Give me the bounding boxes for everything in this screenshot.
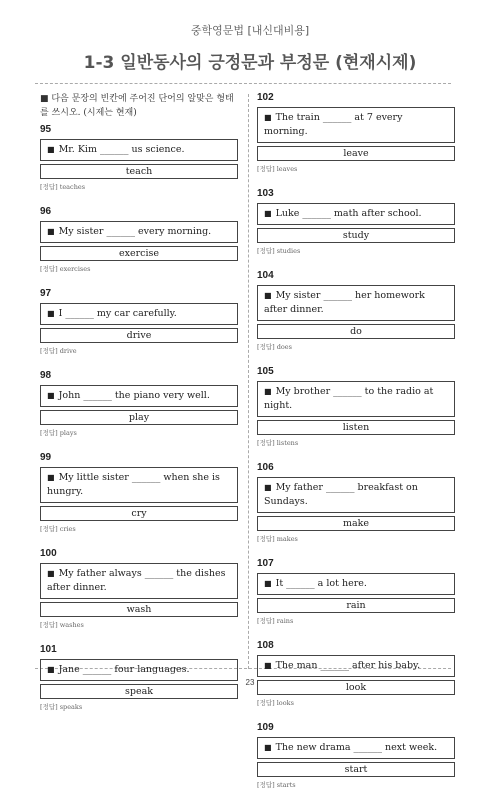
exercise-item: [257, 366, 455, 447]
exercise-number: 96: [40, 206, 52, 217]
answer-value: drive: [59, 347, 77, 355]
answer-key: [40, 620, 238, 629]
exercise-number: 95: [40, 124, 52, 135]
answer-label: [정답]: [257, 343, 275, 351]
square-bullet-icon: ■: [264, 483, 272, 492]
answer-value: teaches: [59, 183, 86, 191]
exercise-number: 108: [257, 640, 274, 651]
exercise-number: 99: [40, 452, 52, 463]
answer-label: [정답]: [40, 429, 58, 437]
answer-label: [정답]: [257, 247, 275, 255]
exercise-item: [257, 188, 455, 255]
question-sentence: The train ______ at 7 every morning.: [264, 112, 403, 137]
answer-value: does: [276, 343, 292, 351]
answer-label: [정답]: [257, 699, 275, 707]
question-box: [257, 573, 455, 595]
question-sentence: The new drama ______ next week.: [275, 742, 438, 753]
exercise-item: [40, 124, 238, 191]
question-sentence: My sister ______ her homework after dinner.: [264, 290, 425, 315]
answer-key: [40, 524, 238, 533]
given-word-box[interactable]: rain: [257, 598, 455, 613]
answer-label: [정답]: [257, 439, 275, 447]
given-word-box[interactable]: make: [257, 516, 455, 531]
answer-value: looks: [276, 699, 294, 707]
given-word-box[interactable]: wash: [40, 602, 238, 617]
exercise-item: [40, 548, 238, 629]
question-sentence: My brother ______ to the radio at night.: [264, 386, 434, 411]
question-box: [257, 477, 455, 513]
given-word-box[interactable]: listen: [257, 420, 455, 435]
square-bullet-icon: ■: [264, 387, 272, 396]
answer-key: [40, 182, 238, 191]
answer-value: exercises: [59, 265, 91, 273]
exercise-item: [257, 722, 455, 789]
answer-value: rains: [276, 617, 294, 625]
question-box: [257, 655, 455, 677]
given-word-box[interactable]: play: [40, 410, 238, 425]
answer-label: [정답]: [40, 265, 58, 273]
exercise-number: 100: [40, 548, 57, 559]
column-divider: [248, 94, 249, 669]
answer-key: [257, 164, 455, 173]
question-sentence: I ______ my car carefully.: [58, 308, 177, 319]
answer-label: [정답]: [257, 617, 275, 625]
answer-label: [정답]: [40, 621, 58, 629]
square-bullet-icon: ■: [47, 473, 55, 482]
question-sentence: My little sister ______ when she is hungry.: [47, 472, 220, 497]
exercise-number: 107: [257, 558, 274, 569]
given-word-box[interactable]: start: [257, 762, 455, 777]
question-sentence: John ______ the piano very well.: [58, 390, 210, 401]
exercise-number: 106: [257, 462, 274, 473]
top-rule: [35, 83, 451, 84]
given-word-box[interactable]: drive: [40, 328, 238, 343]
square-bullet-icon: ■: [47, 145, 55, 154]
given-word-box[interactable]: cry: [40, 506, 238, 521]
answer-value: plays: [59, 429, 77, 437]
exercise-item: [257, 92, 455, 173]
answer-value: studies: [276, 247, 301, 255]
question-box: [257, 285, 455, 321]
exercise-number: 105: [257, 366, 274, 377]
answer-label: [정답]: [40, 347, 58, 355]
square-bullet-icon: ■: [264, 113, 272, 122]
answer-value: speaks: [59, 703, 83, 711]
answer-label: [정답]: [257, 535, 275, 543]
question-sentence: Jane ______ four languages.: [58, 664, 190, 675]
square-bullet-icon: ■: [264, 209, 272, 218]
exercise-number: 98: [40, 370, 52, 381]
answer-value: makes: [276, 535, 298, 543]
square-bullet-icon: ■: [47, 309, 55, 318]
square-bullet-icon: ■: [264, 291, 272, 300]
answer-label: [정답]: [257, 165, 275, 173]
page-number: 23: [245, 678, 255, 687]
question-box: [40, 467, 238, 503]
square-bullet-icon: ■: [264, 743, 272, 752]
question-box: [257, 737, 455, 759]
answer-key: [257, 534, 455, 543]
answer-label: [정답]: [40, 525, 58, 533]
answer-value: cries: [59, 525, 76, 533]
question-sentence: It ______ a lot here.: [275, 578, 367, 589]
answer-value: listens: [276, 439, 299, 447]
answer-key: [257, 780, 455, 789]
exercise-number: 104: [257, 270, 274, 281]
given-word-box[interactable]: look: [257, 680, 455, 695]
exercise-item: [40, 452, 238, 533]
exercise-number: 109: [257, 722, 274, 733]
answer-label: [정답]: [257, 781, 275, 789]
workbook-header: 중학영문법 [내신대비용]: [190, 24, 310, 37]
question-sentence: Luke ______ math after school.: [275, 208, 422, 219]
square-bullet-icon: ■: [264, 579, 272, 588]
question-sentence: My father always ______ the dishes after dinner.: [47, 568, 226, 593]
exercise-item: [40, 288, 238, 355]
question-box: [40, 221, 238, 243]
left-column: [40, 92, 238, 711]
given-word-box[interactable]: do: [257, 324, 455, 339]
answer-key: [257, 698, 455, 707]
question-box: [40, 139, 238, 161]
exercise-item: [257, 558, 455, 625]
square-bullet-icon: ■: [47, 227, 55, 236]
answer-key: [257, 438, 455, 447]
exercise-number: 101: [40, 644, 57, 655]
exercise-item: [257, 640, 455, 707]
answer-key: [40, 346, 238, 355]
answer-key: [40, 428, 238, 437]
answer-key: [257, 616, 455, 625]
question-box: [40, 563, 238, 599]
answer-key: [40, 264, 238, 273]
exercise-item: [257, 270, 455, 351]
question-sentence: Mr. Kim ______ us science.: [58, 144, 185, 155]
exercise-number: 97: [40, 288, 52, 299]
exercise-number: 102: [257, 92, 274, 103]
answer-key: [257, 246, 455, 255]
question-box: [257, 203, 455, 225]
answer-label: [정답]: [40, 703, 58, 711]
question-box: [40, 385, 238, 407]
given-word-box[interactable]: speak: [40, 684, 238, 699]
exercise-item: [40, 206, 238, 273]
square-bullet-icon: ■: [47, 569, 55, 578]
answer-label: [정답]: [40, 183, 58, 191]
given-word-box[interactable]: study: [257, 228, 455, 243]
question-box: [257, 381, 455, 417]
exercise-item: [40, 370, 238, 437]
question-sentence: The man ______ after his baby.: [275, 660, 421, 671]
square-bullet-icon: ■: [47, 665, 55, 674]
square-bullet-icon: ■: [47, 391, 55, 400]
answer-value: starts: [276, 781, 296, 789]
answer-value: leaves: [276, 165, 298, 173]
square-bullet-icon: ■: [264, 661, 272, 670]
given-word-box[interactable]: exercise: [40, 246, 238, 261]
question-box: [257, 107, 455, 143]
given-word-box[interactable]: leave: [257, 146, 455, 161]
answer-value: washes: [59, 621, 84, 629]
instructions: ■ 다음 문장의 빈칸에 주어진 단어의 알맞은 형태를 쓰시오. (시제는 현재): [40, 94, 234, 118]
question-box: [40, 303, 238, 325]
question-sentence: My sister ______ every morning.: [58, 226, 212, 237]
question-sentence: My father ______ breakfast on Sundays.: [264, 482, 418, 507]
exercise-number: 103: [257, 188, 274, 199]
exercise-item: [257, 462, 455, 543]
page-title: 1-3 일반동사의 긍정문과 부정문 (현재시제): [83, 53, 417, 73]
answer-key: [257, 342, 455, 351]
given-word-box[interactable]: teach: [40, 164, 238, 179]
